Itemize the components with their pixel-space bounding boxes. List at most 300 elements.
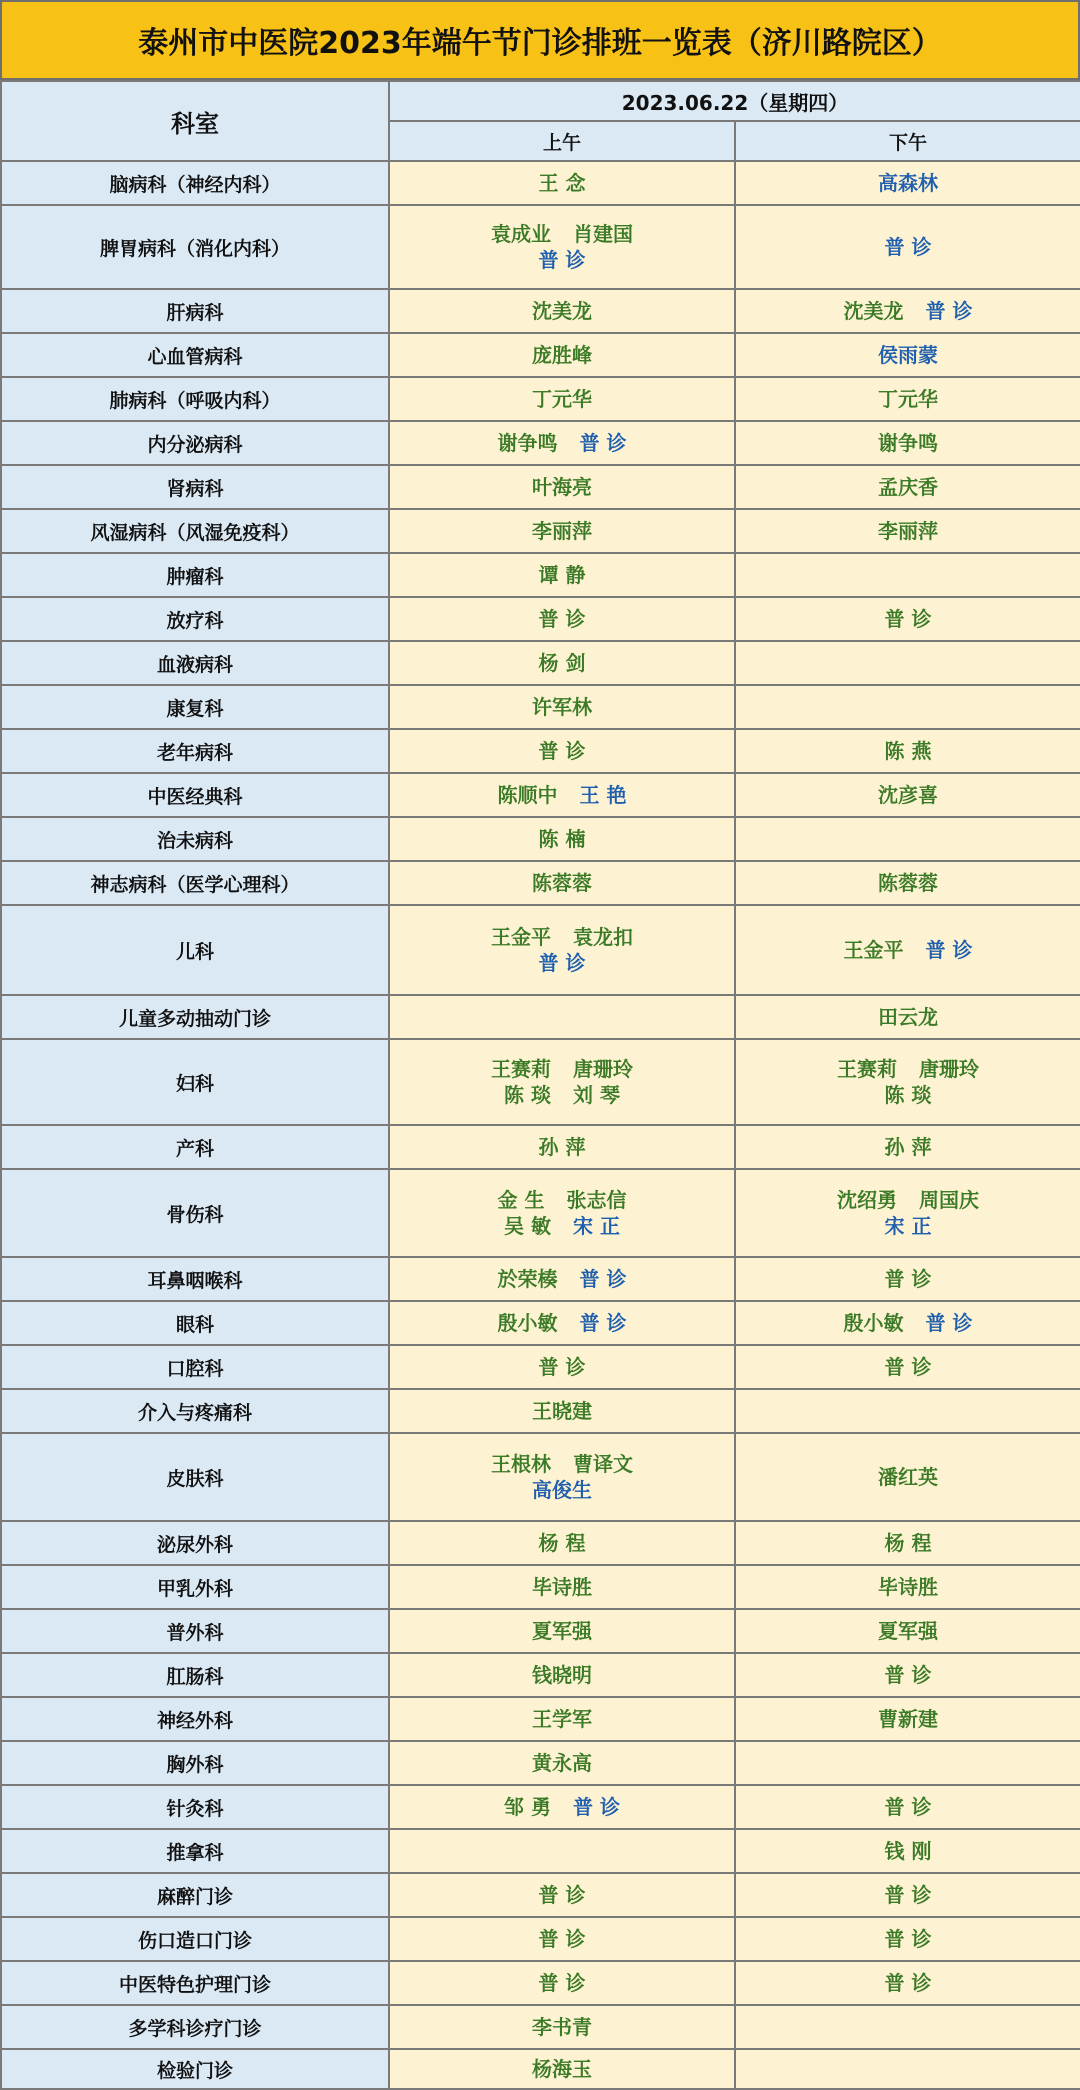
am-cell [389, 905, 735, 995]
cell-line [390, 430, 734, 456]
doctor-name: 毕诗胜 [878, 1575, 938, 1599]
am-cell [389, 1873, 735, 1917]
table-row [1, 333, 1080, 377]
pm-cell [735, 465, 1080, 509]
table-row [1, 2005, 1080, 2049]
doctor-name: 刘 琴 [573, 1083, 620, 1107]
pm-cell [735, 1169, 1080, 1257]
doctor-name: 殷小敏 [497, 1311, 558, 1335]
doctor-name: 普 诊 [925, 938, 973, 962]
doctor-name: 邹 勇 [504, 1795, 551, 1819]
cell-line [736, 1004, 1080, 1030]
doctor-name: 普 诊 [573, 1795, 620, 1819]
pm-cell [735, 289, 1080, 333]
pm-cell [735, 1257, 1080, 1301]
am-cell [389, 1345, 735, 1389]
doctor-name: 普 诊 [579, 1267, 627, 1291]
dept-name: 心血管病科 [1, 333, 389, 377]
cell-line [390, 386, 734, 412]
cell-line [736, 1970, 1080, 1996]
pm-cell [735, 421, 1080, 465]
table-row [1, 1917, 1080, 1961]
cell-line [390, 1926, 734, 1952]
table-row [1, 161, 1080, 205]
cell-line [736, 1530, 1080, 1556]
cell-line [736, 606, 1080, 632]
doctor-name: 普 诊 [884, 1663, 932, 1687]
doctor-name: 夏军强 [878, 1619, 938, 1643]
doctor-name: 王赛莉 [837, 1057, 897, 1081]
doctor-name: 肖建国 [573, 222, 633, 246]
doctor-name: 叶海亮 [532, 475, 592, 499]
cell-line [736, 870, 1080, 896]
table-row [1, 641, 1080, 685]
table-row [1, 1653, 1080, 1697]
dept-name: 血液病科 [1, 641, 389, 685]
table-row [1, 861, 1080, 905]
doctor-name: 田云龙 [878, 1005, 938, 1029]
doctor-name: 陈 楠 [538, 827, 586, 851]
pm-cell [735, 1785, 1080, 1829]
dept-name: 中医经典科 [1, 773, 389, 817]
doctor-name: 曹新建 [878, 1707, 938, 1731]
am-cell [389, 1389, 735, 1433]
am-cell [389, 1741, 735, 1785]
doctor-name: 殷小敏 [843, 1311, 904, 1335]
dept-name: 中医特色护理门诊 [1, 1961, 389, 2005]
doctor-name: 普 诊 [884, 1795, 932, 1819]
cell-line [736, 782, 1080, 808]
doctor-name: 普 诊 [538, 1971, 586, 1995]
doctor-name: 毕诗胜 [532, 1575, 592, 1599]
cell-line [390, 1354, 734, 1380]
pm-cell [735, 161, 1080, 205]
pm-cell [735, 905, 1080, 995]
cell-line [390, 562, 734, 588]
pm-cell [735, 685, 1080, 729]
doctor-name: 杨海玉 [532, 2057, 592, 2081]
cell-line [390, 1187, 734, 1213]
cell-line [390, 782, 734, 808]
am-cell [389, 685, 735, 729]
am-cell [389, 509, 735, 553]
table-row [1, 1565, 1080, 1609]
doctor-name: 王金平 [843, 938, 904, 962]
doctor-name: 金 生 [497, 1188, 545, 1212]
dept-name: 针灸科 [1, 1785, 389, 1829]
cell-line [736, 1794, 1080, 1820]
am-cell [389, 205, 735, 289]
cell-line [390, 870, 734, 896]
cell-line [390, 1134, 734, 1160]
table-row [1, 1345, 1080, 1389]
doctor-name: 许军林 [532, 695, 592, 719]
doctor-name: 孙 萍 [884, 1135, 932, 1159]
pm-cell [735, 2005, 1080, 2049]
cell-line [736, 1838, 1080, 1864]
cell-line [390, 1451, 734, 1477]
cell-line [736, 1134, 1080, 1160]
am-cell [389, 289, 735, 333]
table-row [1, 553, 1080, 597]
doctor-name: 宋 正 [573, 1214, 620, 1238]
dept-name: 介入与疼痛科 [1, 1389, 389, 1433]
dept-name: 泌尿外科 [1, 1521, 389, 1565]
pm-cell [735, 2049, 1080, 2089]
doctor-name: 普 诊 [538, 607, 586, 631]
table-row [1, 1125, 1080, 1169]
dept-name: 眼科 [1, 1301, 389, 1345]
pm-cell [735, 773, 1080, 817]
doctor-name: 普 诊 [538, 739, 586, 763]
doctor-name: 普 诊 [579, 1311, 627, 1335]
doctor-name: 谢争鸣 [878, 431, 938, 455]
table-row [1, 1741, 1080, 1785]
dept-name: 风湿病科（风湿免疫科） [1, 509, 389, 553]
cell-line [390, 1618, 734, 1644]
cell-line [736, 386, 1080, 412]
dept-name: 神经外科 [1, 1697, 389, 1741]
cell-line [390, 2056, 734, 2082]
am-cell [389, 1829, 735, 1873]
doctor-name: 夏军强 [532, 1619, 592, 1643]
doctor-name: 唐珊玲 [919, 1057, 979, 1081]
cell-line [390, 1750, 734, 1776]
cell-line [390, 342, 734, 368]
table-row [1, 1389, 1080, 1433]
am-cell [389, 817, 735, 861]
doctor-name: 普 诊 [538, 1355, 586, 1379]
cell-line [736, 234, 1080, 260]
cell-line [736, 1706, 1080, 1732]
cell-line [736, 1213, 1080, 1239]
pm-cell [735, 1653, 1080, 1697]
dept-name: 脾胃病科（消化内科） [1, 205, 389, 289]
doctor-name: 沈美龙 [843, 299, 904, 323]
doctor-name: 陈顺中 [497, 783, 558, 807]
cell-line [390, 2014, 734, 2040]
am-cell [389, 729, 735, 773]
pm-cell [735, 1389, 1080, 1433]
doctor-name: 袁成业 [491, 222, 551, 246]
pm-cell [735, 995, 1080, 1039]
doctor-name: 沈彦喜 [878, 783, 938, 807]
cell-line [390, 1213, 734, 1239]
doctor-name: 王晓建 [532, 1399, 592, 1423]
doctor-name: 孙 萍 [538, 1135, 586, 1159]
cell-line [736, 1354, 1080, 1380]
cell-line [736, 1926, 1080, 1952]
doctor-name: 王 艳 [579, 783, 627, 807]
cell-line [736, 738, 1080, 764]
cell-line [736, 342, 1080, 368]
am-cell [389, 2049, 735, 2089]
am-cell [389, 161, 735, 205]
table-row [1, 2049, 1080, 2089]
cell-line [390, 170, 734, 196]
dept-name: 放疗科 [1, 597, 389, 641]
pm-cell [735, 1039, 1080, 1125]
table-row [1, 1257, 1080, 1301]
cell-line [390, 650, 734, 676]
doctor-name: 杨 剑 [538, 651, 586, 675]
cell-line [390, 298, 734, 324]
doctor-name: 陈 琰 [884, 1083, 932, 1107]
table-row [1, 509, 1080, 553]
cell-line [736, 1464, 1080, 1490]
am-cell [389, 1433, 735, 1521]
doctor-name: 张志信 [566, 1188, 627, 1212]
dept-name: 治未病科 [1, 817, 389, 861]
dept-name: 普外科 [1, 1609, 389, 1653]
cell-line [736, 937, 1080, 963]
am-cell [389, 1565, 735, 1609]
am-cell [389, 1301, 735, 1345]
doctor-name: 王根林 [491, 1452, 551, 1476]
table-row [1, 1697, 1080, 1741]
doctor-name: 於荣楱 [497, 1267, 558, 1291]
pm-cell [735, 377, 1080, 421]
doctor-name: 高森林 [878, 171, 938, 195]
cell-line [390, 1530, 734, 1556]
cell-line [390, 1662, 734, 1688]
cell-line [390, 826, 734, 852]
cell-line [390, 518, 734, 544]
doctor-name: 杨 程 [884, 1531, 932, 1555]
cell-line [390, 474, 734, 500]
dept-name: 儿科 [1, 905, 389, 995]
pm-cell [735, 817, 1080, 861]
cell-line [390, 606, 734, 632]
pm-cell [735, 1961, 1080, 2005]
cell-line [736, 1618, 1080, 1644]
doctor-name: 普 诊 [884, 1971, 932, 1995]
cell-line [390, 1398, 734, 1424]
pm-cell [735, 1521, 1080, 1565]
am-cell [389, 553, 735, 597]
doctor-name: 普 诊 [538, 951, 586, 975]
doctor-name: 普 诊 [579, 431, 627, 455]
doctor-name: 李丽萍 [878, 519, 938, 543]
doctor-name: 沈绍勇 [837, 1188, 897, 1212]
cell-line [736, 1574, 1080, 1600]
table-row [1, 729, 1080, 773]
dept-name: 老年病科 [1, 729, 389, 773]
doctor-name: 潘红英 [878, 1465, 938, 1489]
table-row [1, 817, 1080, 861]
am-cell [389, 465, 735, 509]
am-cell [389, 1785, 735, 1829]
cell-line [390, 1266, 734, 1292]
table-row [1, 205, 1080, 289]
doctor-name: 李丽萍 [532, 519, 592, 543]
doctor-name: 王 念 [538, 171, 586, 195]
doctor-name: 普 诊 [884, 235, 932, 259]
pm-cell [735, 333, 1080, 377]
pm-cell [735, 861, 1080, 905]
dept-name: 伤口造口门诊 [1, 1917, 389, 1961]
cell-line [736, 1310, 1080, 1336]
cell-line [390, 738, 734, 764]
doctor-name: 普 诊 [884, 1883, 932, 1907]
am-cell [389, 1917, 735, 1961]
cell-line [390, 1056, 734, 1082]
dept-name: 胸外科 [1, 1741, 389, 1785]
am-cell [389, 1521, 735, 1565]
pm-cell [735, 1829, 1080, 1873]
table-row [1, 1829, 1080, 1873]
cell-line [390, 1882, 734, 1908]
doctor-name: 杨 程 [538, 1531, 586, 1555]
pm-cell [735, 641, 1080, 685]
dept-name: 肝病科 [1, 289, 389, 333]
doctor-name: 孟庆香 [878, 475, 938, 499]
schedule-rows [1, 161, 1080, 2089]
dept-name: 多学科诊疗门诊 [1, 2005, 389, 2049]
doctor-name: 吴 敏 [504, 1214, 551, 1238]
date-header: 2023.06.22（星期四） [389, 81, 1080, 121]
cell-line [390, 221, 734, 247]
doctor-name: 普 诊 [884, 607, 932, 631]
doctor-name: 丁元华 [532, 387, 592, 411]
cell-line [736, 1187, 1080, 1213]
am-cell [389, 1697, 735, 1741]
dept-name: 皮肤科 [1, 1433, 389, 1521]
cell-line [390, 694, 734, 720]
dept-name: 妇科 [1, 1039, 389, 1125]
dept-column-header: 科室 [1, 81, 389, 161]
table-row [1, 1785, 1080, 1829]
doctor-name: 钱 刚 [884, 1839, 932, 1863]
table-row [1, 1433, 1080, 1521]
dept-name: 耳鼻咽喉科 [1, 1257, 389, 1301]
cell-line [736, 298, 1080, 324]
cell-line [390, 1310, 734, 1336]
pm-cell [735, 1697, 1080, 1741]
cell-line [736, 430, 1080, 456]
doctor-name: 陈蓉蓉 [878, 871, 938, 895]
pm-cell [735, 1433, 1080, 1521]
am-cell [389, 1961, 735, 2005]
am-cell [389, 377, 735, 421]
doctor-name: 黄永高 [532, 1751, 592, 1775]
cell-line [390, 950, 734, 976]
am-cell [389, 597, 735, 641]
cell-line [390, 1970, 734, 1996]
pm-cell [735, 553, 1080, 597]
doctor-name: 曹译文 [573, 1452, 633, 1476]
am-column-header: 上午 [389, 121, 735, 161]
am-cell [389, 1653, 735, 1697]
doctor-name: 宋 正 [884, 1214, 932, 1238]
pm-column-header: 下午 [735, 121, 1080, 161]
pm-cell [735, 729, 1080, 773]
pm-cell [735, 205, 1080, 289]
cell-line [390, 1794, 734, 1820]
doctor-name: 李书青 [532, 2015, 592, 2039]
doctor-name: 王赛莉 [491, 1057, 551, 1081]
doctor-name: 丁元华 [878, 387, 938, 411]
am-cell [389, 1257, 735, 1301]
table-row [1, 1521, 1080, 1565]
pm-cell [735, 1917, 1080, 1961]
doctor-name: 侯雨蒙 [878, 343, 938, 367]
dept-name: 肿瘤科 [1, 553, 389, 597]
doctor-name: 普 诊 [925, 1311, 973, 1335]
doctor-name: 钱晓明 [532, 1663, 592, 1687]
doctor-name: 普 诊 [884, 1267, 932, 1291]
table-row [1, 773, 1080, 817]
doctor-name: 庞胜峰 [532, 343, 592, 367]
pm-cell [735, 1565, 1080, 1609]
pm-cell [735, 1873, 1080, 1917]
cell-line [736, 1882, 1080, 1908]
cell-line [390, 1706, 734, 1732]
am-cell [389, 2005, 735, 2049]
table-row [1, 421, 1080, 465]
cell-line [736, 1082, 1080, 1108]
cell-line [736, 170, 1080, 196]
cell-line [736, 1662, 1080, 1688]
table-row [1, 289, 1080, 333]
pm-cell [735, 1609, 1080, 1653]
dept-name: 产科 [1, 1125, 389, 1169]
cell-line [390, 1574, 734, 1600]
doctor-name: 普 诊 [884, 1355, 932, 1379]
am-cell [389, 861, 735, 905]
doctor-name: 普 诊 [538, 1927, 586, 1951]
doctor-name: 袁龙扣 [573, 925, 633, 949]
cell-line [736, 1056, 1080, 1082]
dept-name: 内分泌病科 [1, 421, 389, 465]
pm-cell [735, 1125, 1080, 1169]
table-row [1, 597, 1080, 641]
cell-line [390, 924, 734, 950]
doctor-name: 沈美龙 [532, 299, 592, 323]
dept-name: 肛肠科 [1, 1653, 389, 1697]
cell-line [390, 247, 734, 273]
doctor-name: 陈 琰 [504, 1083, 551, 1107]
am-cell [389, 421, 735, 465]
cell-line [736, 1266, 1080, 1292]
table-row [1, 1169, 1080, 1257]
am-cell [389, 333, 735, 377]
am-cell [389, 995, 735, 1039]
dept-name: 肾病科 [1, 465, 389, 509]
doctor-name: 陈蓉蓉 [532, 871, 592, 895]
doctor-name: 陈 燕 [884, 739, 932, 763]
am-cell [389, 1039, 735, 1125]
dept-name: 康复科 [1, 685, 389, 729]
pm-cell [735, 1301, 1080, 1345]
cell-line [736, 474, 1080, 500]
dept-name: 检验门诊 [1, 2049, 389, 2089]
dept-name: 推拿科 [1, 1829, 389, 1873]
table-row [1, 1961, 1080, 2005]
doctor-name: 王学军 [532, 1707, 592, 1731]
am-cell [389, 1609, 735, 1653]
dept-name: 骨伤科 [1, 1169, 389, 1257]
table-row [1, 1609, 1080, 1653]
table-row [1, 377, 1080, 421]
am-cell [389, 773, 735, 817]
am-cell [389, 1125, 735, 1169]
doctor-name: 王金平 [491, 925, 551, 949]
doctor-name: 普 诊 [538, 1883, 586, 1907]
dept-name: 神志病科（医学心理科） [1, 861, 389, 905]
doctor-name: 唐珊玲 [573, 1057, 633, 1081]
dept-name: 口腔科 [1, 1345, 389, 1389]
